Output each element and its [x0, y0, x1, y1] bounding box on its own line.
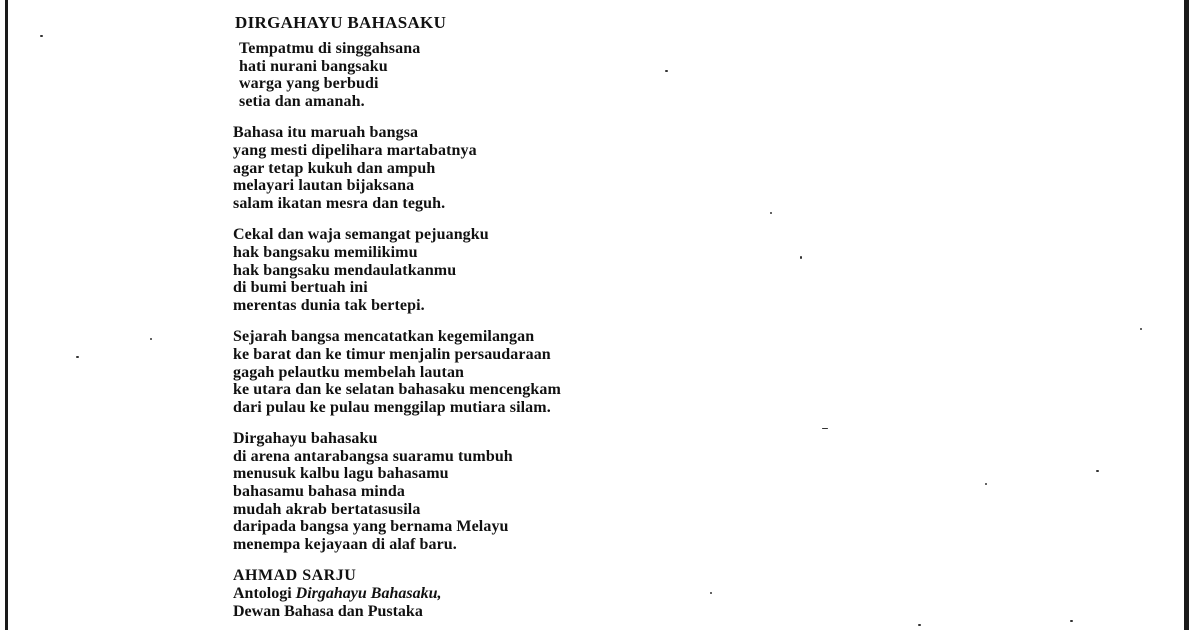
scan-speck	[985, 483, 987, 485]
stanza-2	[233, 124, 833, 212]
poem-line: Dirgahayu bahasaku	[233, 430, 378, 448]
scan-speck	[150, 338, 152, 340]
page-border-left	[5, 0, 8, 630]
poem-line: menusuk kalbu lagu bahasamu	[233, 465, 449, 483]
poem-line: hak bangsaku mendaulatkanmu	[233, 261, 457, 279]
poem-source	[233, 585, 833, 603]
poem-line: Cekal dan waja semangat pejuangku	[233, 226, 489, 244]
scan-speck	[76, 356, 79, 358]
poem-line: mudah akrab bertatasusila	[233, 500, 421, 518]
poem-line: Sejarah bangsa mencatatkan kegemilangan	[233, 328, 535, 346]
scan-speck	[1140, 328, 1142, 330]
stanza-5	[233, 430, 833, 553]
source-anthology-title: Dirgahayu Bahasaku,	[295, 585, 442, 603]
poem-line: menempa kejayaan di alaf baru.	[233, 535, 457, 553]
poem-line: yang mesti dipelihara martabatnya	[233, 141, 477, 159]
scan-speck	[1070, 620, 1073, 622]
poem-line: di bumi bertuah ini	[233, 279, 368, 297]
poem-line: ke barat dan ke timur menjalin persaudaraan	[233, 345, 551, 363]
page-border-right	[1184, 0, 1189, 630]
scan-speck	[918, 624, 921, 626]
poem-line: gagah pelautku membelah lautan	[233, 363, 465, 381]
poem-author: AHMAD SARJU	[233, 567, 357, 585]
poem	[233, 12, 833, 621]
poem-line: ke utara dan ke selatan bahasaku mencengkam	[233, 381, 561, 399]
poem-line: warga yang berbudi	[239, 75, 379, 93]
poem-line: Tempatmu di singgahsana	[239, 40, 421, 57]
source-prefix: Antologi	[233, 585, 296, 603]
poem-line: di arena antarabangsa suaramu tumbuh	[233, 447, 513, 465]
poem-line: setia dan amanah.	[239, 92, 365, 110]
poem-line: daripada bangsa yang bernama Melayu	[233, 518, 509, 536]
poem-line: hak bangsaku memilikimu	[233, 243, 418, 261]
stanza-1	[233, 40, 833, 110]
poem-line: salam ikatan mesra dan teguh.	[233, 194, 446, 212]
poem-line: merentas dunia tak bertepi.	[233, 296, 425, 314]
poem-title: DIRGAHAYU BAHASAKU	[235, 13, 447, 32]
poem-line: agar tetap kukuh dan ampuh	[233, 159, 436, 177]
poem-line: bahasamu bahasa minda	[233, 483, 405, 501]
poem-publisher: Dewan Bahasa dan Pustaka	[233, 603, 423, 621]
poem-line: hati nurani bangsaku	[239, 57, 388, 75]
poem-line: melayari lautan bijaksana	[233, 177, 415, 195]
poem-line: dari pulau ke pulau menggilap mutiara silam.	[233, 398, 551, 416]
stanza-4	[233, 328, 833, 416]
poem-line: Bahasa itu maruah bangsa	[233, 124, 419, 142]
scan-speck	[40, 35, 43, 37]
stanza-3	[233, 226, 833, 314]
scan-speck	[1096, 470, 1099, 472]
